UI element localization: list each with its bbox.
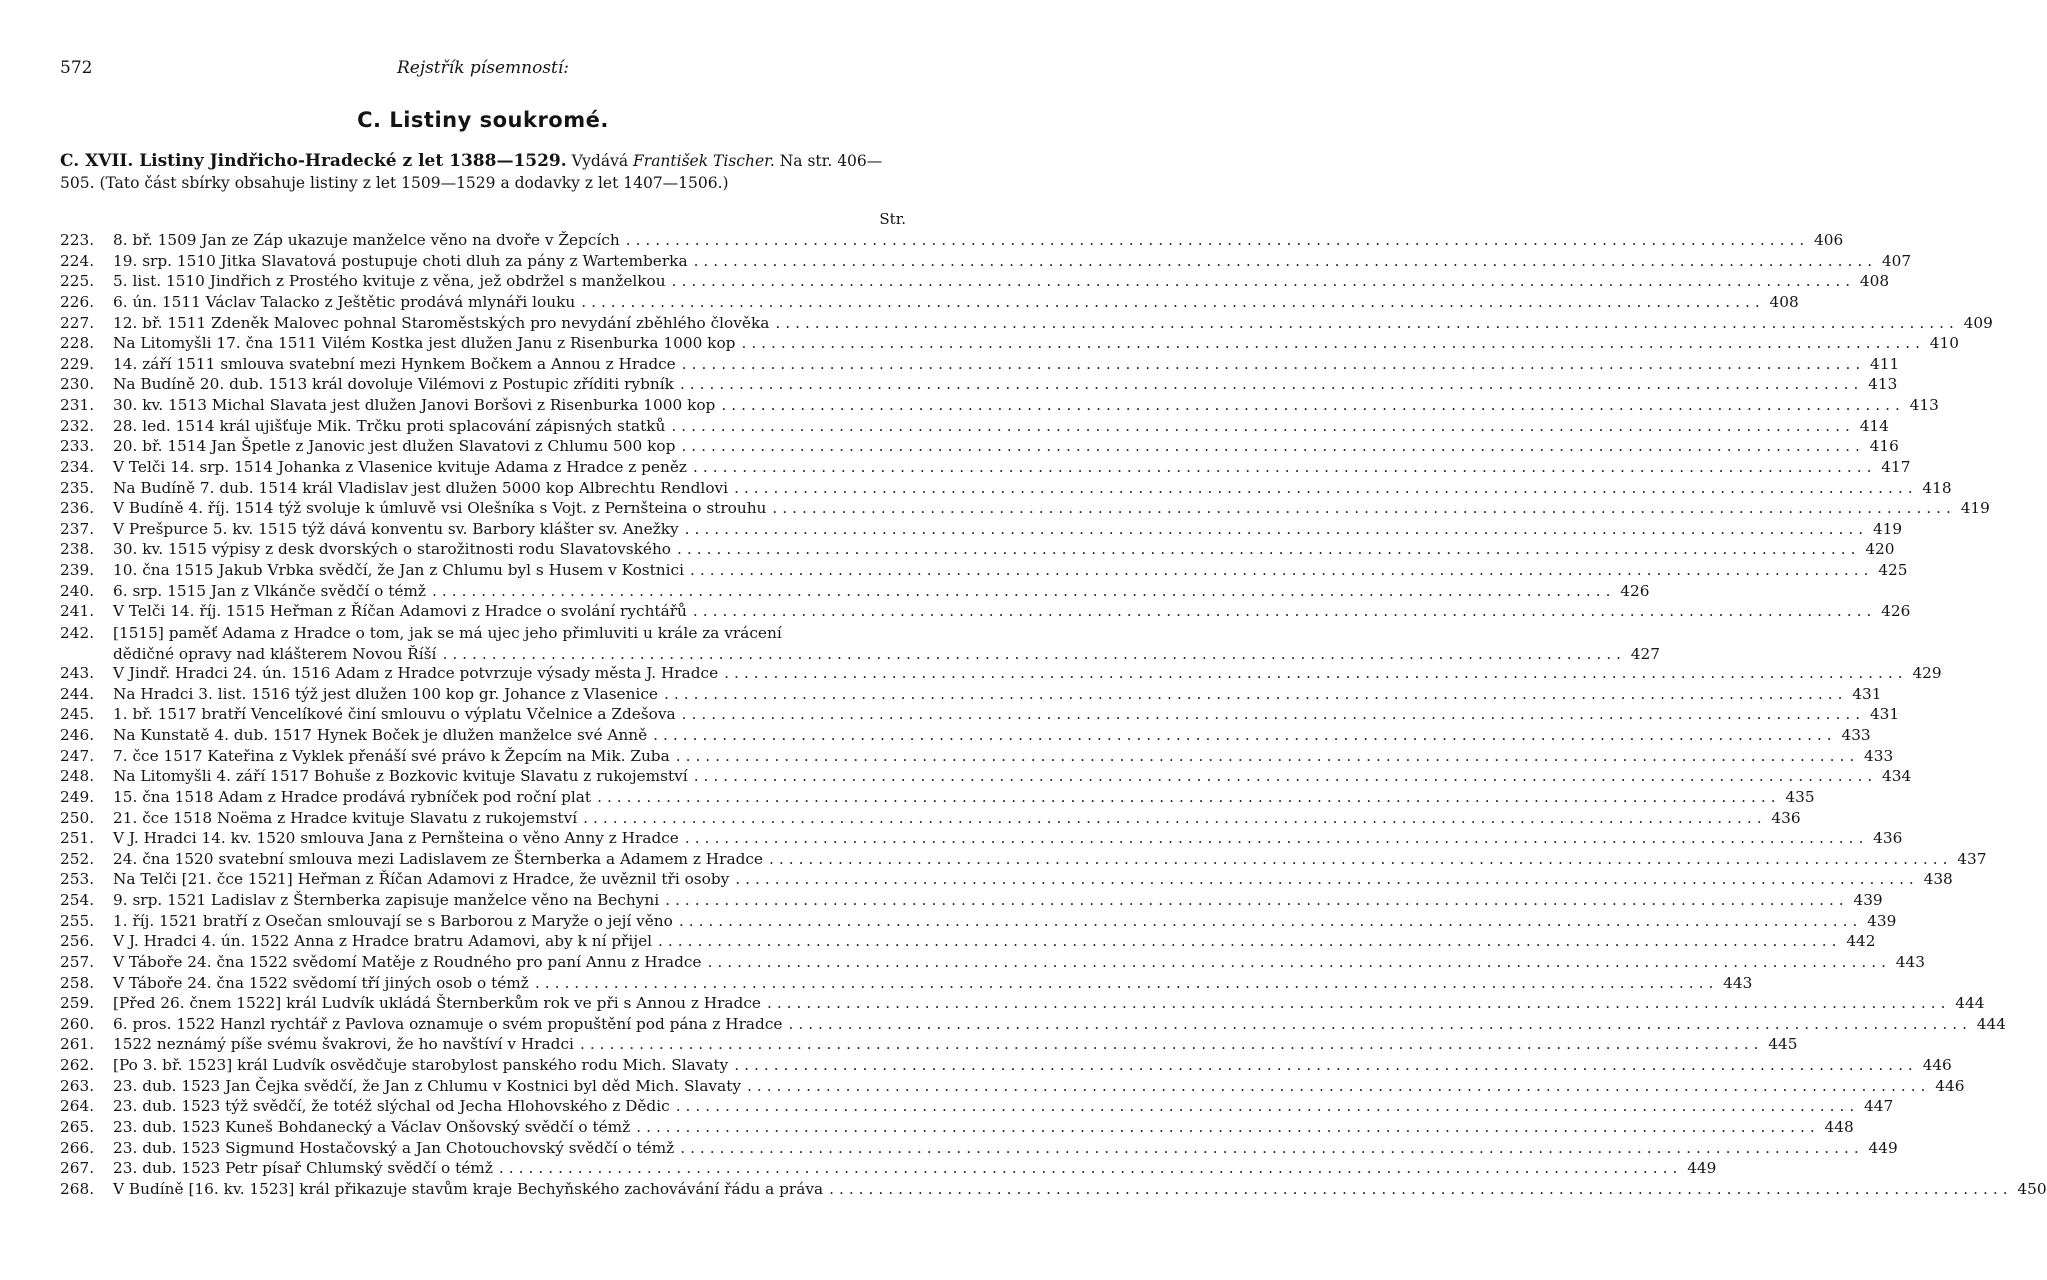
list-item: [60, 1117, 1854, 1139]
entry-text: V Budíně 4. říj. 1514 týž svoluje k úmluvě vsi Olešníka s Vojt. z Pernšteina o strouhu: [113, 499, 767, 518]
list-item: [60, 231, 1844, 252]
entry-number: 233.: [60, 437, 95, 456]
entry-page: 448: [1824, 1117, 1854, 1136]
entry-text: Na Hradci 3. list. 1516 týž jest dlužen 100 kop gr. Johance z Vlasenice: [113, 684, 658, 703]
entry-page: 413: [1868, 375, 1898, 394]
leader-dots: ........................................................................................................................: [678, 911, 1863, 930]
list-item: [60, 499, 1990, 520]
leader-dots: ........................................................................................................................: [724, 664, 1908, 683]
leader-dots: ........................................................................................................................: [772, 499, 1956, 518]
entry-number: 266.: [60, 1138, 95, 1157]
entry-text: 30. kv. 1515 výpisy z desk dvorských o starožitnosti rodu Slavatovského: [113, 540, 672, 559]
list-item: [60, 375, 1898, 396]
entry-number: 255.: [60, 911, 95, 930]
list-item: [60, 808, 1801, 830]
entry-number: 239.: [60, 561, 95, 579]
list-item: [60, 787, 1815, 809]
list-item: [60, 1159, 1717, 1180]
leader-dots: ........................................................................................................................: [658, 932, 1842, 951]
list-item: [60, 623, 1660, 664]
leader-dots: ........................................................................................................................: [671, 416, 1855, 435]
leader-dots: ........................................................................................................................: [690, 561, 1874, 579]
leader-dots: ........................................................................................................................: [625, 231, 1810, 249]
entry-text: V Jindř. Hradci 24. ún. 1516 Adam z Hradce potvrzuje výsady města J. Hradce: [113, 664, 719, 683]
list-item: [60, 726, 1871, 747]
list-item: [60, 561, 1908, 582]
entry-text: V J. Hradci 4. ún. 1522 Anna z Hradce bratru Adamovi, aby k ní přijel: [113, 932, 653, 951]
entry-number: 265.: [60, 1117, 95, 1136]
leader-dots: ........................................................................................................................: [684, 829, 1869, 848]
list-item: [60, 891, 1883, 912]
entry-number: 224.: [60, 251, 95, 270]
entry-number: 235.: [60, 478, 95, 497]
entry-number: 249.: [60, 787, 95, 806]
leader-dots: ........................................................................................................................: [636, 1117, 1820, 1136]
leader-dots: ........................................................................................................................: [775, 313, 1959, 332]
entry-page: 409: [1963, 313, 1993, 332]
leader-dots: ........................................................................................................................: [583, 808, 1767, 827]
entry-text: V Budíně [16. kv. 1523] král přikazuje stavům kraje Bechyňského zachovávání řádu a práva: [113, 1179, 824, 1198]
entry-number: 256.: [60, 932, 95, 951]
list-item: [60, 540, 1895, 561]
entry-number: 230.: [60, 375, 95, 394]
entry-page: 436: [1771, 808, 1801, 827]
entry-number: 264.: [60, 1097, 95, 1116]
entry-text: V Telči 14. srp. 1514 Johanka z Vlasenice kvituje Adama z Hradce z peněz: [113, 457, 687, 476]
entry-text: 23. dub. 1523 Sigmund Hostačovský a Jan Chotouchovský svědčí o témž: [113, 1138, 675, 1157]
entry-number: 243.: [60, 664, 95, 683]
leader-dots: ........................................................................................................................: [675, 1097, 1860, 1116]
entry-page: 435: [1785, 787, 1815, 806]
entry-text: Na Litomyšli 17. čna 1511 Vilém Kostka jest dlužen Janu z Risenburka 1000 kop: [113, 334, 736, 353]
leader-dots: ........................................................................................................................: [788, 1014, 1972, 1033]
page-header: [60, 58, 906, 84]
entry-page: 410: [1929, 334, 1959, 353]
entry-number: 258.: [60, 973, 95, 992]
entry-page: 419: [1960, 499, 1990, 518]
entry-number: 253.: [60, 870, 95, 889]
list-item: [60, 1035, 1798, 1056]
entry-page: 446: [1935, 1076, 1965, 1095]
entry-text: 1522 neznámý píše svému švakrovi, že ho navštíví v Hradci: [113, 1035, 574, 1054]
entry-text: V Táboře 24. čna 1522 svědomí Matěje z Roudného pro paní Annu z Hradce: [113, 952, 702, 971]
entry-page: 417: [1881, 457, 1911, 476]
entry-text: 21. čce 1518 Noëma z Hradce kvituje Slavatu z rukojemství: [113, 808, 578, 827]
entry-number: 257.: [60, 952, 95, 971]
entry-number: 240.: [60, 581, 95, 600]
entry-page: 436: [1873, 829, 1903, 848]
entry-text: 9. srp. 1521 Ladislav z Šternberka zapisuje manželce věno na Bechyni: [113, 891, 660, 909]
entry-page: 420: [1865, 540, 1895, 559]
leader-dots: ........................................................................................................................: [741, 334, 1925, 353]
list-item: [60, 292, 1799, 314]
leader-dots: ........................................................................................................................: [665, 891, 1849, 909]
list-item: [60, 1056, 1952, 1077]
leader-dots: ........................................................................................................................: [534, 973, 1719, 992]
entry-text: V Prešpurce 5. kv. 1515 týž dává konventu sv. Barbory klášter sv. Anežky: [113, 519, 679, 538]
list-item: [60, 767, 1912, 788]
entry-page: 438: [1923, 870, 1953, 889]
entry-text: Na Kunstatě 4. dub. 1517 Hynek Boček je dlužen manželce své Anně: [113, 726, 648, 744]
list-item: [60, 354, 1900, 376]
entry-number: 263.: [60, 1076, 95, 1095]
entry-page: 433: [1841, 726, 1871, 744]
entry-page: 449: [1868, 1138, 1898, 1157]
entry-text: Na Litomyšli 4. září 1517 Bohuše z Bozkovic kvituje Slavatu z rukojemství: [113, 767, 688, 786]
entry-page: 447: [1863, 1097, 1894, 1116]
leader-dots: ........................................................................................................................: [734, 478, 1918, 497]
list-item: [60, 602, 1911, 623]
entry-page: 427: [1630, 644, 1660, 663]
entry-page: 437: [1957, 849, 1987, 868]
entry-number: 268.: [60, 1179, 95, 1198]
entry-page: 446: [1922, 1056, 1952, 1074]
entry-text: Na Telči [21. čce 1521] Heřman z Říčan Adamovi z Hradce, že uvěznil tři osoby: [113, 870, 730, 889]
entry-text: 5. list. 1510 Jindřich z Prostého kvituje z věna, jež obdržel s manželkou: [113, 272, 666, 291]
list-item: [60, 437, 1899, 458]
list-item: [60, 829, 1903, 850]
leader-dots: ........................................................................................................................: [498, 1159, 1683, 1178]
entry-number: 244.: [60, 684, 95, 703]
entry-page: 444: [1955, 994, 1985, 1013]
entry-page: 442: [1846, 932, 1876, 951]
entry-number: 241.: [60, 602, 95, 621]
list-item: [60, 849, 1987, 871]
entry-page: 411: [1870, 354, 1900, 373]
list-item: [60, 994, 1985, 1015]
collection-title: C. XVII. Listiny Jindřicho-Hradecké z let 1388—1529.: [60, 151, 567, 171]
leader-dots: ........................................................................................................................: [768, 849, 1953, 868]
entry-number: 228.: [60, 334, 95, 353]
list-item: [60, 973, 1753, 995]
list-item: [60, 1076, 1965, 1098]
list-item: [60, 705, 1900, 726]
leader-dots: ........................................................................................................................: [692, 602, 1877, 621]
leader-dots: ........................................................................................................................: [684, 519, 1869, 538]
list-item: [60, 272, 1890, 293]
collection-intro: [60, 150, 906, 194]
entry-page: 431: [1852, 684, 1882, 703]
leader-dots: ........................................................................................................................: [693, 251, 1878, 270]
entry-page: 439: [1867, 911, 1897, 930]
entry-number: 246.: [60, 726, 95, 744]
entry-page: 443: [1723, 973, 1753, 992]
entry-text: Na Budíně 7. dub. 1514 král Vladislav jest dlužen 5000 kop Albrechtu Rendlovi: [113, 478, 729, 497]
list-item: [60, 932, 1876, 953]
entry-page: 413: [1909, 396, 1939, 414]
list-item: [60, 313, 1993, 335]
entry-number: 226.: [60, 292, 95, 311]
leader-dots: ........................................................................................................................: [579, 1035, 1764, 1054]
entry-text: 28. led. 1514 král ujišťuje Mik. Trčku proti splacování zápisných statků: [113, 416, 666, 435]
entry-page: 425: [1878, 561, 1908, 579]
entry-number: 262.: [60, 1056, 95, 1074]
entry-number: 229.: [60, 354, 95, 373]
entry-page: 431: [1869, 705, 1900, 724]
entry-page: 408: [1769, 292, 1799, 311]
page-number: 572: [60, 58, 93, 78]
collection-description: Na str. 406—505. (Tato část sbírky obsahuje listiny z let 1509—1529 a dodavky z let 1407—1506.): [60, 152, 883, 192]
entry-text: V J. Hradci 14. kv. 1520 smlouva Jana z Pernšteina o věno Anny z Hradce: [113, 829, 679, 848]
leader-dots: ........................................................................................................................: [681, 705, 1866, 724]
entry-page: 414: [1859, 416, 1889, 435]
editor-name: František Tischer.: [633, 152, 775, 170]
entry-page: 443: [1895, 952, 1925, 971]
entry-page: 433: [1864, 746, 1894, 765]
entry-text: V Táboře 24. čna 1522 svědomí tří jiných osob o témž: [113, 973, 529, 992]
entry-text: 30. kv. 1513 Michal Slavata jest dlužen Janovi Boršovi z Risenburka 1000 kop: [113, 396, 716, 414]
entry-text: [1515] paměť Adama z Hradce o tom, jak se má ujec jeho přimluviti u krále za vrácení: [113, 623, 782, 642]
entry-page: 419: [1872, 519, 1903, 538]
list-item: [60, 519, 1903, 541]
entry-text: 24. čna 1520 svatební smlouva mezi Ladislavem ze Šternberka a Adamem z Hradce: [113, 849, 763, 868]
entry-text: 23. dub. 1523 týž svědčí, že totéž slýchal od Jecha Hlohovského z Dědic: [113, 1097, 670, 1116]
entry-page: 418: [1922, 478, 1952, 497]
list-item: [60, 396, 1939, 417]
list-item: [60, 664, 1942, 685]
list-item: [60, 334, 1959, 355]
entry-text: 1. bř. 1517 bratří Vencelíkové činí smlouvu o výplatu Včelnice a Zdešova: [113, 705, 676, 724]
entry-number: 232.: [60, 416, 95, 435]
entry-text: 20. bř. 1514 Jan Špetle z Janovic jest dlužen Slavatovi z Chlumu 500 kop: [113, 437, 676, 456]
entry-page: 429: [1912, 664, 1942, 683]
entry-text: [Po 3. bř. 1523] král Ludvík osvědčuje starobylost panského rodu Mich. Slavaty: [113, 1056, 729, 1074]
leader-dots: ........................................................................................................................: [677, 540, 1861, 559]
page-column-label: Str.: [879, 210, 906, 228]
leader-dots: ........................................................................................................................: [721, 396, 1905, 414]
entry-number: 236.: [60, 499, 95, 518]
entry-number: 260.: [60, 1014, 95, 1033]
entry-page: 439: [1853, 891, 1883, 909]
entry-text: Na Budíně 20. dub. 1513 král dovoluje Vilémovi z Postupic zříditi rybník: [113, 375, 674, 394]
entry-number: 251.: [60, 829, 95, 848]
entry-page: 445: [1768, 1035, 1798, 1054]
entry-page: 406: [1814, 231, 1844, 249]
entry-number: 250.: [60, 808, 95, 827]
entry-text: 23. dub. 1523 Petr písař Chlumský svědčí o témž: [113, 1159, 493, 1178]
list-item: [60, 416, 1889, 438]
entry-text-continued: dědičné opravy nad klášterem Novou Říší: [113, 644, 437, 663]
entry-number: 225.: [60, 272, 95, 291]
entry-number: 245.: [60, 705, 95, 724]
entry-number: 247.: [60, 746, 95, 765]
leader-dots: ........................................................................................................................: [663, 684, 1848, 703]
list-item: [60, 581, 1650, 603]
entry-number: 261.: [60, 1035, 95, 1054]
list-item: [60, 1179, 2047, 1201]
list-item: [60, 457, 1911, 479]
leader-dots: ........................................................................................................................: [692, 457, 1877, 476]
leader-dots: ........................................................................................................................: [829, 1179, 2013, 1198]
entry-number: 248.: [60, 767, 95, 786]
entry-text: 15. čna 1518 Adam z Hradce prodává rybníček pod roční plat: [113, 787, 592, 806]
edited-by-label: Vydává: [571, 152, 629, 170]
leader-dots: ........................................................................................................................: [653, 726, 1837, 744]
entry-number: 237.: [60, 519, 95, 538]
entry-text: 1. říj. 1521 bratří z Osečan smlouvají se s Barborou z Maryže o její věno: [113, 911, 673, 930]
entry-text: V Telči 14. říj. 1515 Heřman z Říčan Adamovi z Hradce o svolání rychtářů: [113, 602, 687, 621]
entry-text: 23. dub. 1523 Jan Čejka svědčí, že Jan z Chlumu v Kostnici byl děd Mich. Slavaty: [113, 1076, 741, 1095]
entry-text: 6. ún. 1511 Václav Talacko z Ještětic prodává mlynáři louku: [113, 292, 576, 311]
leader-dots: ........................................................................................................................: [679, 375, 1864, 394]
entry-page: 449: [1687, 1159, 1717, 1178]
list-item: [60, 684, 1882, 706]
list-item: [60, 911, 1897, 933]
entry-number: 234.: [60, 457, 95, 476]
entry-text: 14. září 1511 smlouva svatební mezi Hynkem Bočkem a Annou z Hradce: [113, 354, 676, 373]
leader-dots: ........................................................................................................................: [681, 437, 1865, 456]
entry-text: 19. srp. 1510 Jitka Slavatová postupuje choti dluh za pány z Wartemberka: [113, 251, 688, 270]
entry-number: 242.: [60, 623, 95, 642]
entry-page: 408: [1859, 272, 1890, 291]
entry-page: 407: [1881, 251, 1912, 270]
leader-dots: ........................................................................................................................: [693, 767, 1878, 786]
leader-dots: ........................................................................................................................: [681, 354, 1866, 373]
entry-number: 227.: [60, 313, 95, 332]
list-item: [60, 870, 1953, 891]
entry-text: 10. čna 1515 Jakub Vrbka svědčí, že Jan z Chlumu byl s Husem v Kostnici: [113, 561, 685, 579]
entry-number: 223.: [60, 231, 95, 249]
leader-dots: ........................................................................................................................: [734, 1056, 1918, 1074]
running-title: Rejstřík písemností:: [396, 58, 570, 78]
leader-dots: ........................................................................................................................: [442, 644, 1626, 663]
entry-page: 434: [1881, 767, 1912, 786]
entry-number: 267.: [60, 1159, 95, 1178]
list-item: [60, 746, 1894, 768]
entry-number: 252.: [60, 849, 95, 868]
entry-number: 259.: [60, 994, 95, 1013]
list-item: [60, 1138, 1898, 1160]
leader-dots: ........................................................................................................................: [581, 292, 1765, 311]
leader-dots: ........................................................................................................................: [735, 870, 1919, 889]
list-item: [60, 251, 1912, 273]
entry-page: 426: [1881, 602, 1911, 621]
entry-text: 8. bř. 1509 Jan ze Záp ukazuje manželce věno na dvoře v Žepcích: [113, 231, 620, 249]
leader-dots: ........................................................................................................................: [671, 272, 1856, 291]
entry-number: 238.: [60, 540, 95, 559]
leader-dots: ........................................................................................................................: [766, 994, 1951, 1013]
entry-number: 254.: [60, 891, 95, 909]
list-item: [60, 478, 1952, 500]
entry-text: 7. čce 1517 Kateřina z Vyklek přenáší své právo k Žepcím na Mik. Zuba: [113, 746, 670, 765]
leader-dots: ........................................................................................................................: [707, 952, 1891, 971]
entry-page: 450: [2017, 1179, 2047, 1198]
leader-dots: ........................................................................................................................: [431, 581, 1616, 600]
entry-page: 416: [1869, 437, 1899, 456]
leader-dots: ........................................................................................................................: [680, 1138, 1864, 1157]
list-item: [60, 1014, 2006, 1036]
leader-dots: ........................................................................................................................: [747, 1076, 1931, 1095]
entry-text: 23. dub. 1523 Kuneš Bohdanecký a Václav Onšovský svědčí o témž: [113, 1117, 631, 1136]
entry-text: 6. srp. 1515 Jan z Vlkánče svědčí o témž: [113, 581, 426, 600]
entry-list: [60, 231, 2047, 1200]
list-item: [60, 952, 1925, 974]
entry-number: 231.: [60, 396, 95, 414]
entry-text: 6. pros. 1522 Hanzl rychtář z Pavlova oznamuje o svém propuštění pod pána z Hradce: [113, 1014, 783, 1033]
section-heading: C. Listiny soukromé.: [357, 108, 609, 132]
entry-text: 12. bř. 1511 Zdeněk Malovec pohnal Staroměstských pro nevydání zběhlého člověka: [113, 313, 770, 332]
list-item: [60, 1097, 1894, 1118]
entry-text: [Před 26. čnem 1522] král Ludvík ukládá Šternberkům rok ve při s Annou z Hradce: [113, 994, 761, 1013]
leader-dots: ........................................................................................................................: [675, 746, 1860, 765]
leader-dots: ........................................................................................................................: [597, 787, 1781, 806]
entry-page: 426: [1620, 581, 1650, 600]
entry-page: 444: [1976, 1014, 2006, 1033]
